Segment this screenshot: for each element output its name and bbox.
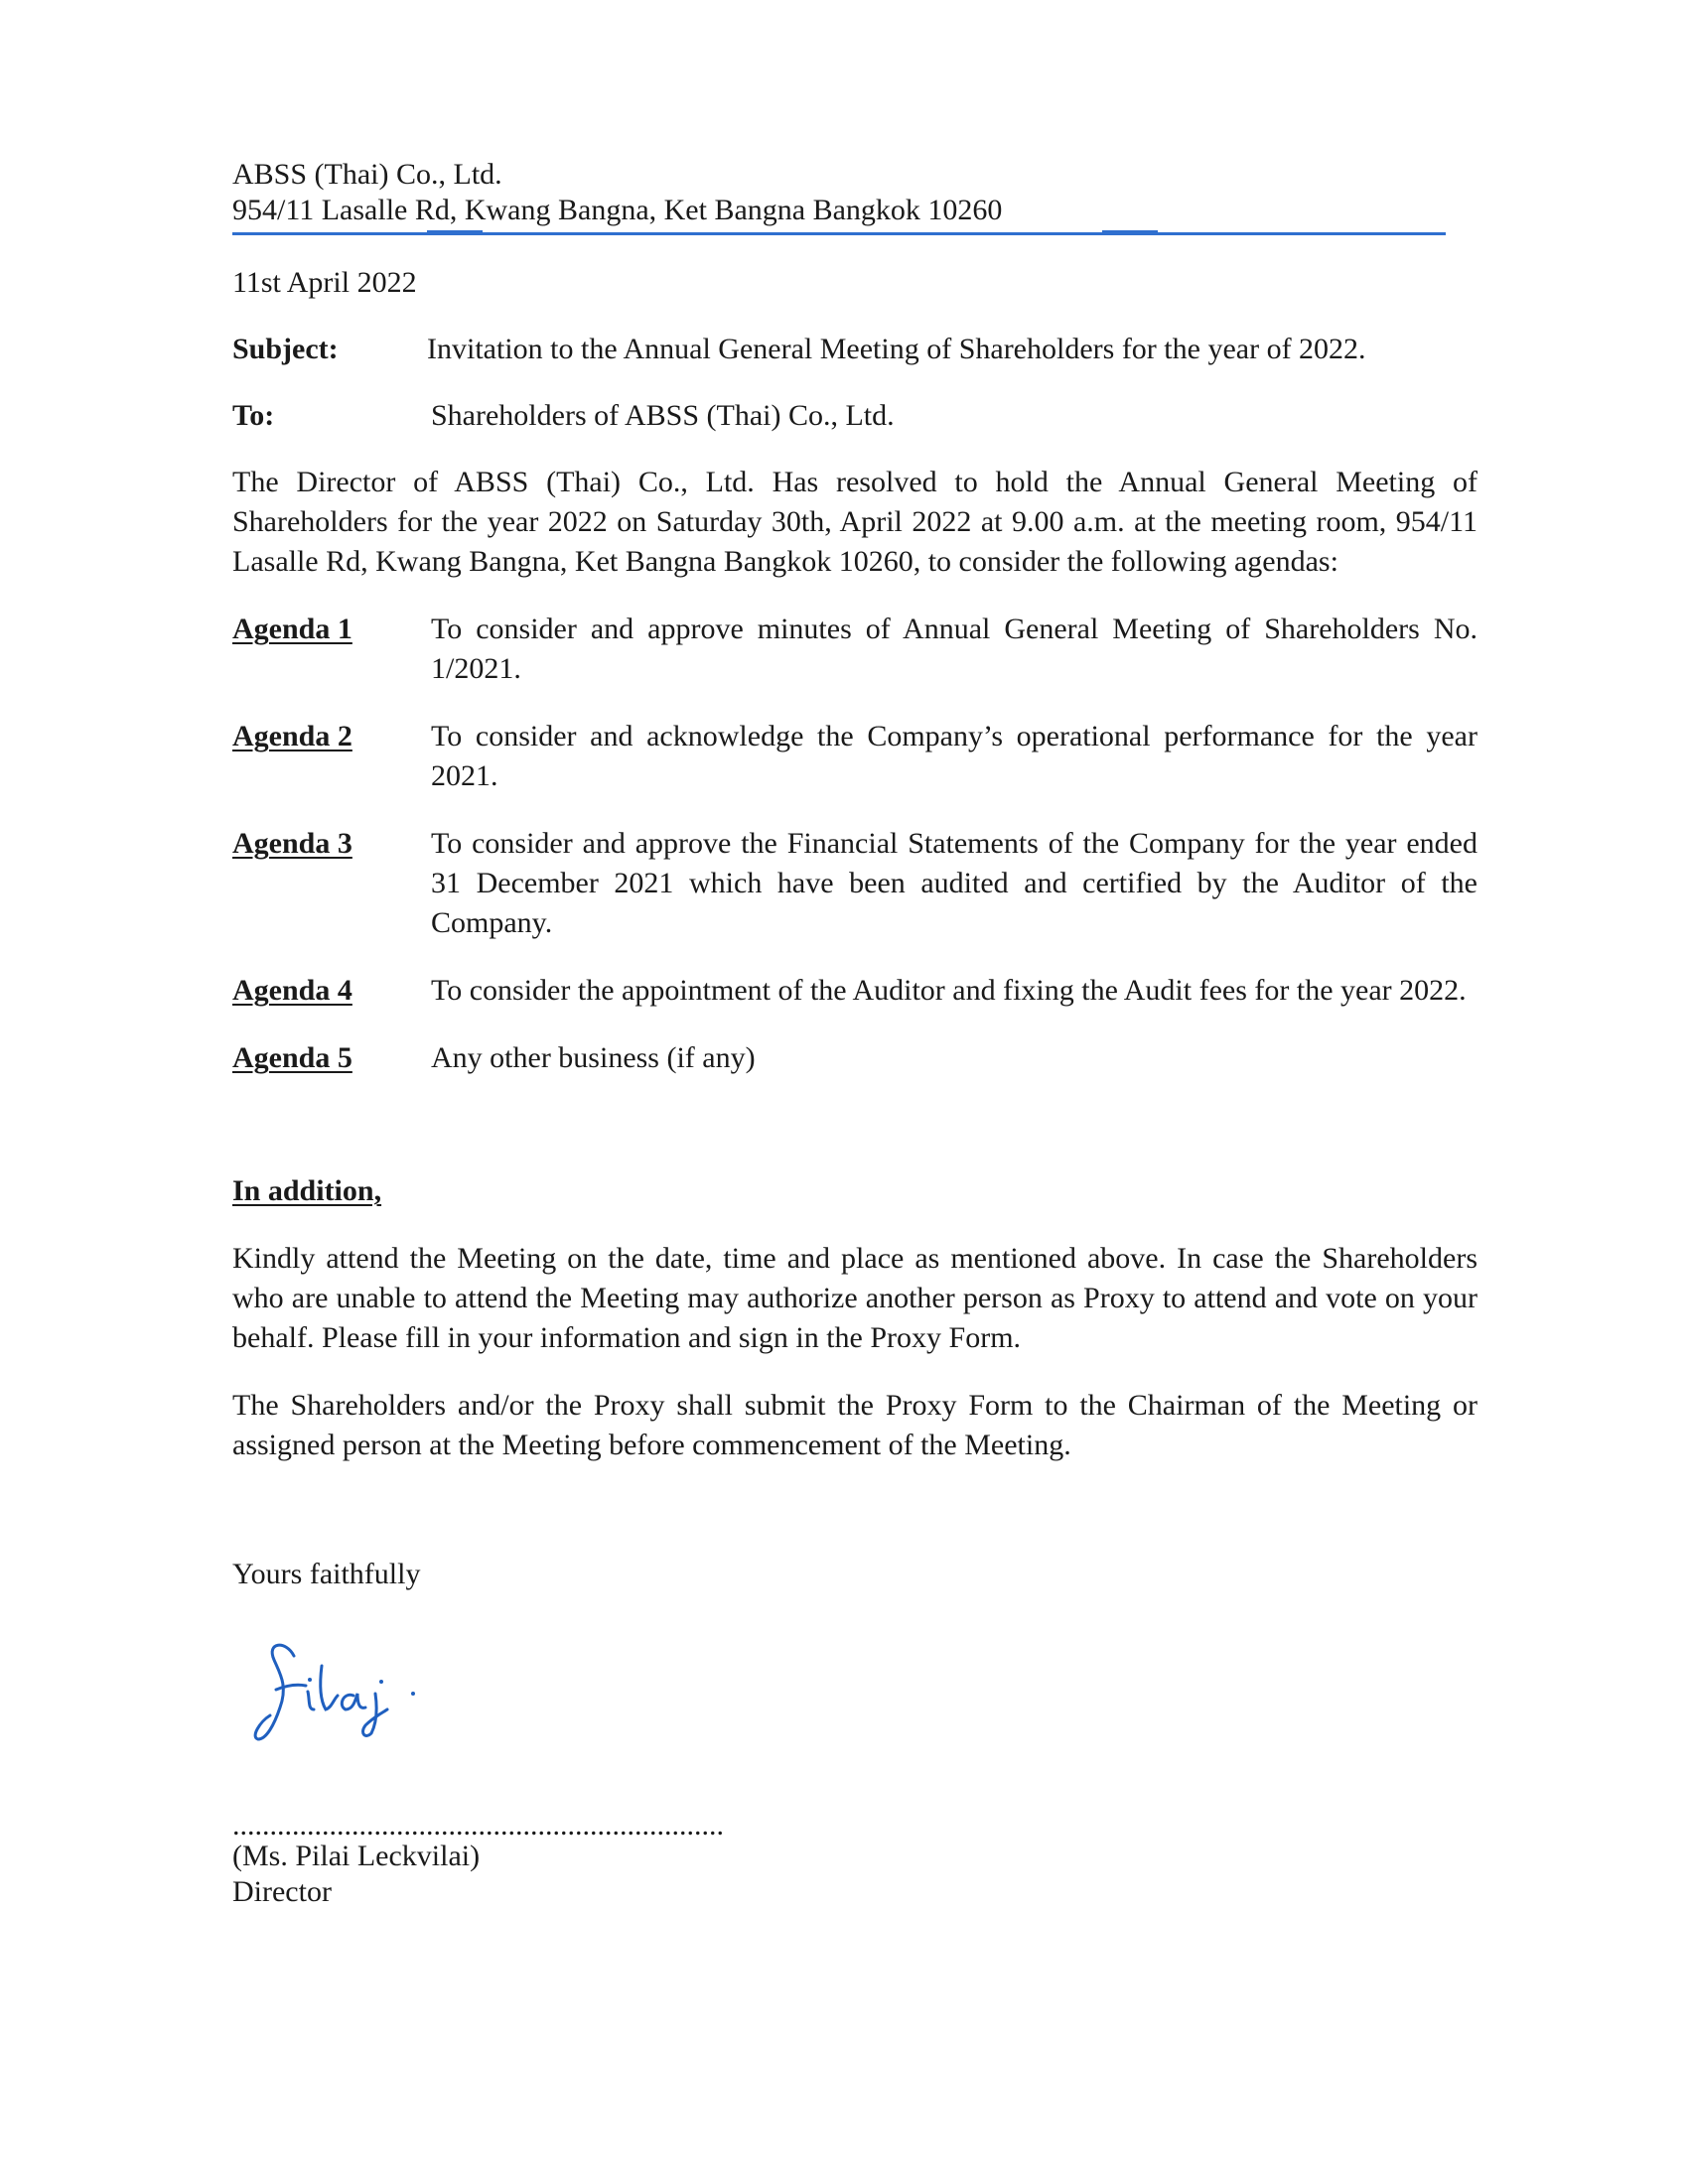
to-text: Shareholders of ABSS (Thai) Co., Ltd. — [431, 399, 895, 432]
company-name: ABSS (Thai) Co., Ltd. — [232, 158, 502, 191]
agenda-text: To consider and acknowledge the Company’s operational performance for the year 2021. — [431, 720, 1477, 792]
company-address: 954/11 Lasalle Rd, Kwang Bangna, Ket Bangna Bangkok 10260 — [232, 194, 1003, 226]
agenda-item — [232, 610, 1477, 689]
addition-paragraph: Kindly attend the Meeting on the date, time and place as mentioned above. In case the Shareholders who are unable to attend the Meeting may authorize another person as Proxy to attend and vote on your behalf. Please fill in your information and sign in the Proxy Form. — [232, 1242, 1477, 1354]
agenda-label: Agenda 1 — [232, 613, 352, 645]
addition-paragraph: The Shareholders and/or the Proxy shall submit the Proxy Form to the Chairman of the Meeting or assigned person at the Meeting before commencement of the Meeting. — [232, 1389, 1477, 1461]
addition-heading: In addition, — [232, 1174, 382, 1207]
handwritten-signature — [236, 1630, 475, 1759]
agenda-label: Agenda 4 — [232, 974, 352, 1007]
signature-line: .................................................................. — [232, 1809, 724, 1842]
agenda-text: Any other business (if any) — [431, 1041, 756, 1074]
subject-label: Subject: — [232, 333, 339, 365]
signatory-title: Director — [232, 1875, 332, 1908]
to-label: To: — [232, 399, 275, 432]
to-row — [232, 396, 1477, 436]
agenda-label: Agenda 5 — [232, 1041, 352, 1074]
agenda-item — [232, 1038, 1477, 1078]
letter-date: 11st April 2022 — [232, 266, 417, 299]
subject-text: Invitation to the Annual General Meeting of Shareholders for the year of 2022. — [427, 333, 1366, 365]
agenda-item — [232, 824, 1477, 943]
agenda-text: To consider the appointment of the Auditor and fixing the Audit fees for the year 2022. — [431, 974, 1467, 1007]
signatory-block — [232, 1839, 1477, 1910]
subject-row — [232, 330, 1477, 369]
header-rule — [232, 232, 1446, 235]
agenda-item — [232, 971, 1477, 1011]
closing-salutation: Yours faithfully — [232, 1558, 421, 1590]
header-rule-accent — [427, 230, 483, 233]
agenda-text: To consider and approve minutes of Annual General Meeting of Shareholders No. 1/2021. — [431, 613, 1477, 685]
signatory-name: (Ms. Pilai Leckvilai) — [232, 1840, 481, 1872]
agenda-item — [232, 717, 1477, 796]
intro-paragraph: The Director of ABSS (Thai) Co., Ltd. Has resolved to hold the Annual General Meeting of Shareholders for the year 2022 on Saturday 30th, April 2022 at 9.00 a.m. at the meeting room, 954/11 Lasalle Rd, Kwang Bangna, Ket Bangna Bangkok 10260, to consider the following agendas: — [232, 466, 1477, 578]
agenda-label: Agenda 2 — [232, 720, 352, 752]
agenda-label: Agenda 3 — [232, 827, 352, 860]
agenda-text: To consider and approve the Financial Statements of the Company for the year ended 31 December 2021 which have been audited and certified by the Auditor of the Company. — [431, 827, 1477, 939]
header-rule-accent — [1102, 230, 1158, 233]
letterhead — [232, 157, 1002, 228]
